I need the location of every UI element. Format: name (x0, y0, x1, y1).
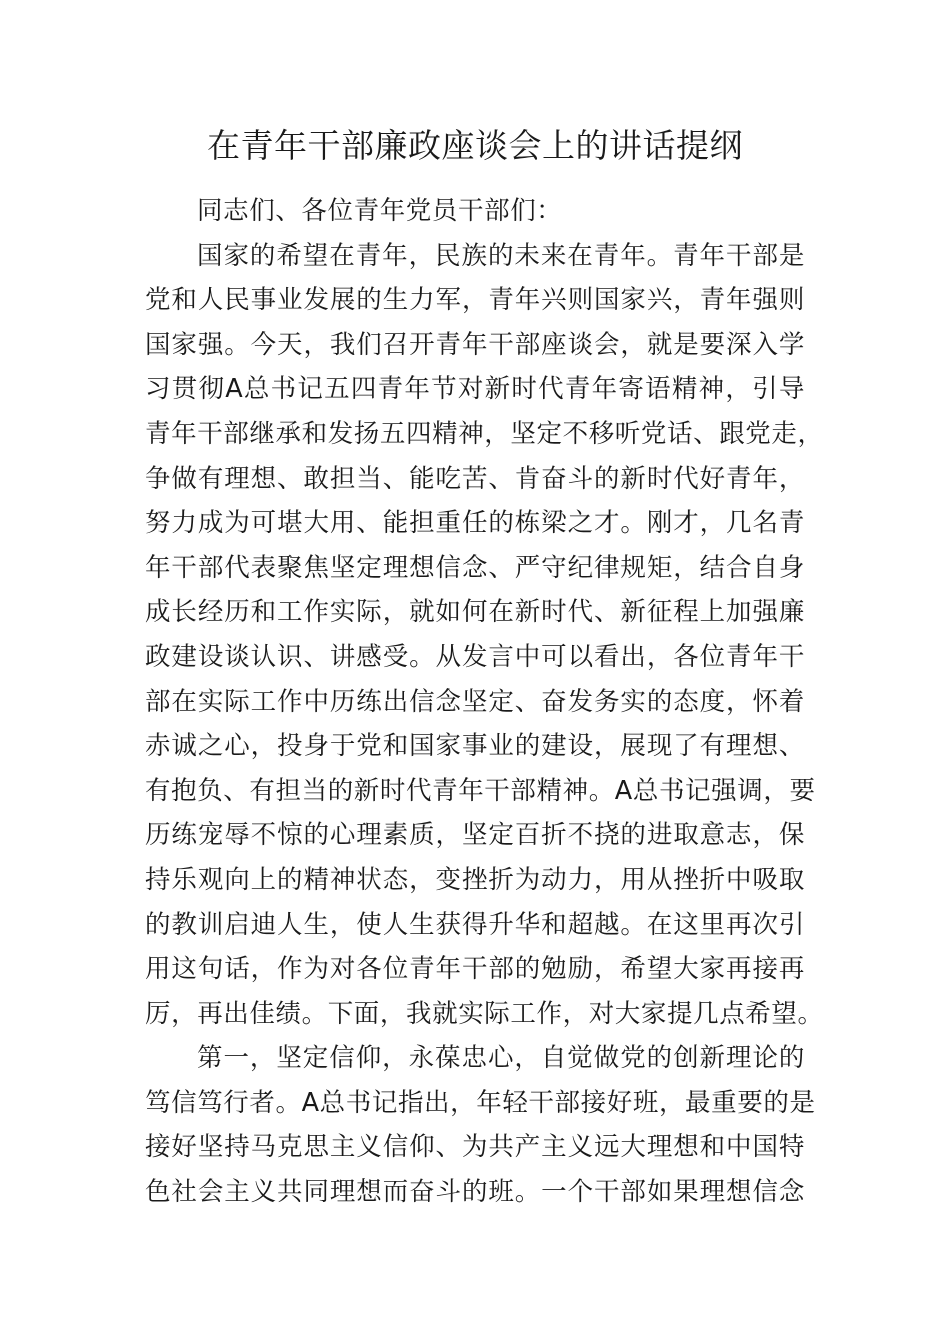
paragraph-line: 争做有理想、敢担当、能吃苦、肯奋斗的新时代好青年， (145, 463, 805, 494)
paragraph-line: 努力成为可堪大用、能担重任的栋梁之才。刚才，几名青 (145, 508, 805, 539)
paragraph-line: 年干部代表聚焦坚定理想信念、严守纪律规矩，结合自身 (145, 552, 805, 583)
paragraph-line: 持乐观向上的精神状态，变挫折为动力，用从挫折中吸取 (145, 864, 805, 895)
paragraph-line: 党和人民事业发展的生力军，青年兴则国家兴，青年强则 (145, 285, 805, 316)
paragraph-line: 用这句话，作为对各位青年干部的勉励，希望大家再接再 (145, 954, 805, 985)
paragraph-line: 有抱负、有担当的新时代青年干部精神。A总书记强调，要 (145, 775, 816, 806)
paragraph-line: 的教训启迪人生，使人生获得升华和超越。在这里再次引 (145, 909, 805, 940)
paragraph-line: 历练宠辱不惊的心理素质，坚定百折不挠的进取意志，保 (145, 820, 805, 851)
paragraph-line: 笃信笃行者。A总书记指出，年轻干部接好班，最重要的是 (145, 1087, 816, 1118)
paragraph-line: 习贯彻A总书记五四青年节对新时代青年寄语精神，引导 (145, 374, 805, 405)
paragraph-line: 赤诚之心，投身于党和国家事业的建设，展现了有理想、 (145, 731, 805, 762)
paragraph-line: 国家强。今天，我们召开青年干部座谈会，就是要深入学 (145, 329, 805, 360)
document-title: 在青年干部廉政座谈会上的讲话提纲 (207, 126, 743, 165)
paragraph-line: 政建设谈认识、讲感受。从发言中可以看出，各位青年干 (145, 641, 805, 672)
paragraph-line: 部在实际工作中历练出信念坚定、奋发务实的态度，怀着 (145, 686, 805, 717)
paragraph-line: 青年干部继承和发扬五四精神，坚定不移听党话、跟党走， (145, 418, 824, 449)
document-body (145, 189, 824, 1215)
paragraph-line: 国家的希望在青年，民族的未来在青年。青年干部是 (197, 240, 805, 271)
paragraph-line: 第一，坚定信仰，永葆忠心，自觉做党的创新理论的 (197, 1043, 805, 1074)
paragraph-line: 成长经历和工作实际，就如何在新时代、新征程上加强廉 (145, 597, 805, 628)
paragraph-line: 接好坚持马克思主义信仰、为共产主义远大理想和中国特 (145, 1132, 805, 1163)
paragraph-line-last: 厉，再出佳绩。下面，我就实际工作，对大家提几点希望。 (145, 998, 824, 1029)
salutation-line: 同志们、各位青年党员干部们： (197, 196, 563, 226)
paragraph-line: 色社会主义共同理想而奋斗的班。一个干部如果理想信念 (145, 1177, 805, 1208)
